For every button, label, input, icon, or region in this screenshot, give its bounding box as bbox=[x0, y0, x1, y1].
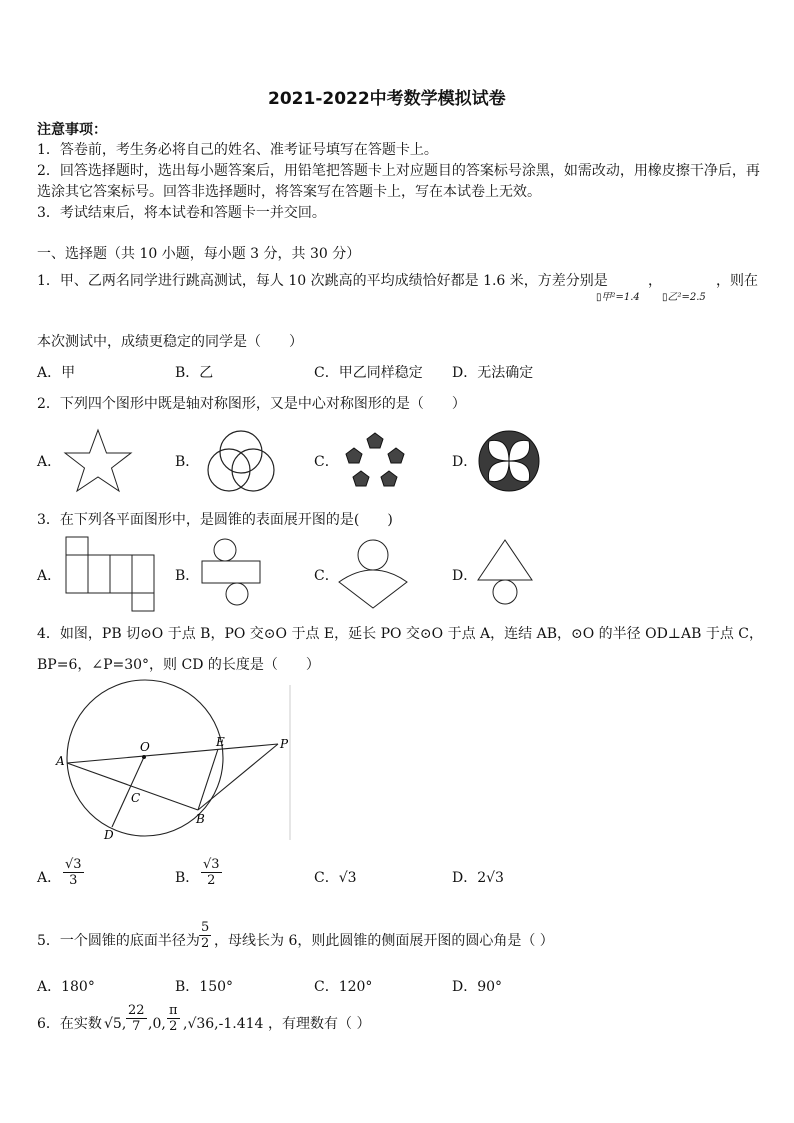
notice-item-3: 3．考试结束后，将本试卷和答题卡一并交回。 bbox=[37, 205, 326, 221]
q3-cone-net-figure bbox=[335, 538, 411, 612]
q3-triangle-circle-figure bbox=[474, 537, 538, 607]
notice-item-2-cont: 选涂其它答案标号。回答非选择题时，将答案写在答题卡上，写在本试卷上无效。 bbox=[37, 184, 541, 200]
q6-fraction-22-7 bbox=[126, 1003, 147, 1034]
q6-fraction-1-numerator: 22 bbox=[128, 1003, 145, 1018]
q2-three-circles-figure bbox=[200, 427, 282, 495]
q1-stem: 1．甲、乙两名同学进行跳高测试，每人 10 次跳高的平均成绩恰好都是 1.6 米，方差分别是 bbox=[37, 273, 608, 289]
q6-number-1: √5, bbox=[104, 1016, 127, 1032]
line-ap bbox=[67, 744, 278, 763]
q4-option-b-denominator: 2 bbox=[207, 873, 216, 888]
label-b: B bbox=[196, 812, 205, 826]
q5-option-b: B．150° bbox=[175, 979, 234, 995]
q5-fraction-denominator: 2 bbox=[201, 936, 210, 951]
q3-letter-b: B． bbox=[175, 568, 200, 584]
q4-option-a-fraction bbox=[63, 857, 84, 888]
q6-fraction-2-numerator: π bbox=[169, 1003, 178, 1018]
q4-option-c: C．√3 bbox=[314, 870, 357, 886]
q2-pentagons-figure bbox=[343, 429, 407, 493]
label-o: O bbox=[140, 740, 150, 754]
q1-option-b: B．乙 bbox=[175, 365, 214, 381]
q2-letter-a: A． bbox=[37, 454, 62, 470]
q6-number-2: ,0, bbox=[148, 1016, 166, 1032]
label-d: D bbox=[104, 828, 114, 842]
q1-variance-yi: ▯乙²=2.5 bbox=[662, 292, 706, 303]
q5-option-d: D．90° bbox=[452, 979, 503, 995]
q4-option-b-letter: B． bbox=[175, 870, 200, 886]
q2-star-figure bbox=[62, 427, 134, 495]
q1-tail: ，则在 bbox=[716, 273, 758, 289]
star-shape bbox=[65, 430, 131, 491]
q3-prism-net-figure bbox=[64, 535, 156, 615]
q4-option-a-numerator: √3 bbox=[65, 857, 82, 872]
q3-letter-a: A． bbox=[37, 568, 62, 584]
q4-option-b-fraction bbox=[201, 857, 222, 888]
q4-option-a-letter: A． bbox=[37, 870, 62, 886]
label-c: C bbox=[131, 791, 141, 805]
q6-fraction-1-denominator: 7 bbox=[132, 1019, 141, 1034]
q4-geometry-figure bbox=[40, 680, 300, 845]
q5-option-c: C．120° bbox=[314, 979, 373, 995]
line-pb bbox=[198, 744, 278, 810]
q1-option-d: D．无法确定 bbox=[452, 365, 534, 381]
q1-option-a: A．甲 bbox=[37, 365, 76, 381]
section-heading: 一、选择题（共 10 小题，每小题 3 分，共 30 分） bbox=[37, 246, 361, 262]
q2-petal-circle-figure bbox=[477, 429, 541, 493]
q4-option-d: D．2√3 bbox=[452, 870, 504, 886]
q3-stem: 3．在下列各平面图形中，是圆锥的表面展开图的是( ) bbox=[37, 512, 393, 528]
q2-letter-b: B． bbox=[175, 454, 200, 470]
notice-heading: 注意事项： bbox=[37, 122, 107, 138]
q4-option-b-numerator: √3 bbox=[203, 857, 220, 872]
q6-number-3: ,√36,-1.414 bbox=[183, 1016, 264, 1032]
q6-stem-a: 6．在实数 bbox=[37, 1016, 102, 1032]
page-title: 2021-2022中考数学模拟试卷 bbox=[268, 89, 506, 109]
label-a: A bbox=[56, 754, 65, 768]
q1-variance-jia: ▯甲²=1.4 bbox=[596, 292, 640, 303]
q5-stem-a: 5．一个圆锥的底面半径为 bbox=[37, 933, 200, 949]
q4-stem-2: BP=6，∠P=30°，则 CD 的长度是（ ） bbox=[37, 657, 320, 673]
q6-fraction-2-denominator: 2 bbox=[169, 1019, 178, 1034]
q5-fraction-numerator: 5 bbox=[201, 920, 210, 935]
q3-cylinder-net-figure bbox=[199, 537, 263, 607]
q2-stem: 2．下列四个图形中既是轴对称图形，又是中心对称图形的是（ ） bbox=[37, 396, 466, 412]
q2-letter-c: C． bbox=[314, 454, 339, 470]
q3-letter-c: C． bbox=[314, 568, 339, 584]
q1-comma: ， bbox=[648, 273, 662, 289]
q1-stem-2: 本次测试中，成绩更稳定的同学是（ ） bbox=[37, 334, 303, 350]
q2-letter-d: D． bbox=[452, 454, 478, 470]
notice-item-1: 1．答卷前，考生务必将自己的姓名、准考证号填写在答题卡上。 bbox=[37, 142, 438, 158]
label-e: E bbox=[216, 735, 225, 749]
q5-option-a: A．180° bbox=[37, 979, 95, 995]
q3-letter-d: D． bbox=[452, 568, 478, 584]
q5-stem-b: ，母线长为 6，则此圆锥的侧面展开图的圆心角是（ ） bbox=[214, 933, 554, 949]
line-eb bbox=[198, 749, 218, 810]
q4-option-a-denominator: 3 bbox=[69, 873, 78, 888]
q5-radius-fraction bbox=[199, 920, 211, 951]
notice-item-2: 2．回答选择题时，选出每小题答案后，用铅笔把答题卡上对应题目的答案标号涂黑，如需改动，用橡皮擦干净后，再 bbox=[37, 163, 760, 179]
q4-stem: 4．如图，PB 切⊙O 于点 B，PO 交⊙O 于点 E，延长 PO 交⊙O 于点 A，连结 AB，⊙O 的半径 OD⊥AB 于点 C， bbox=[37, 626, 763, 642]
q6-fraction-pi-2 bbox=[167, 1003, 180, 1034]
q1-option-c: C．甲乙同样稳定 bbox=[314, 365, 423, 381]
q6-stem-b: ，有理数有（ ） bbox=[268, 1016, 371, 1032]
label-p: P bbox=[280, 737, 289, 751]
